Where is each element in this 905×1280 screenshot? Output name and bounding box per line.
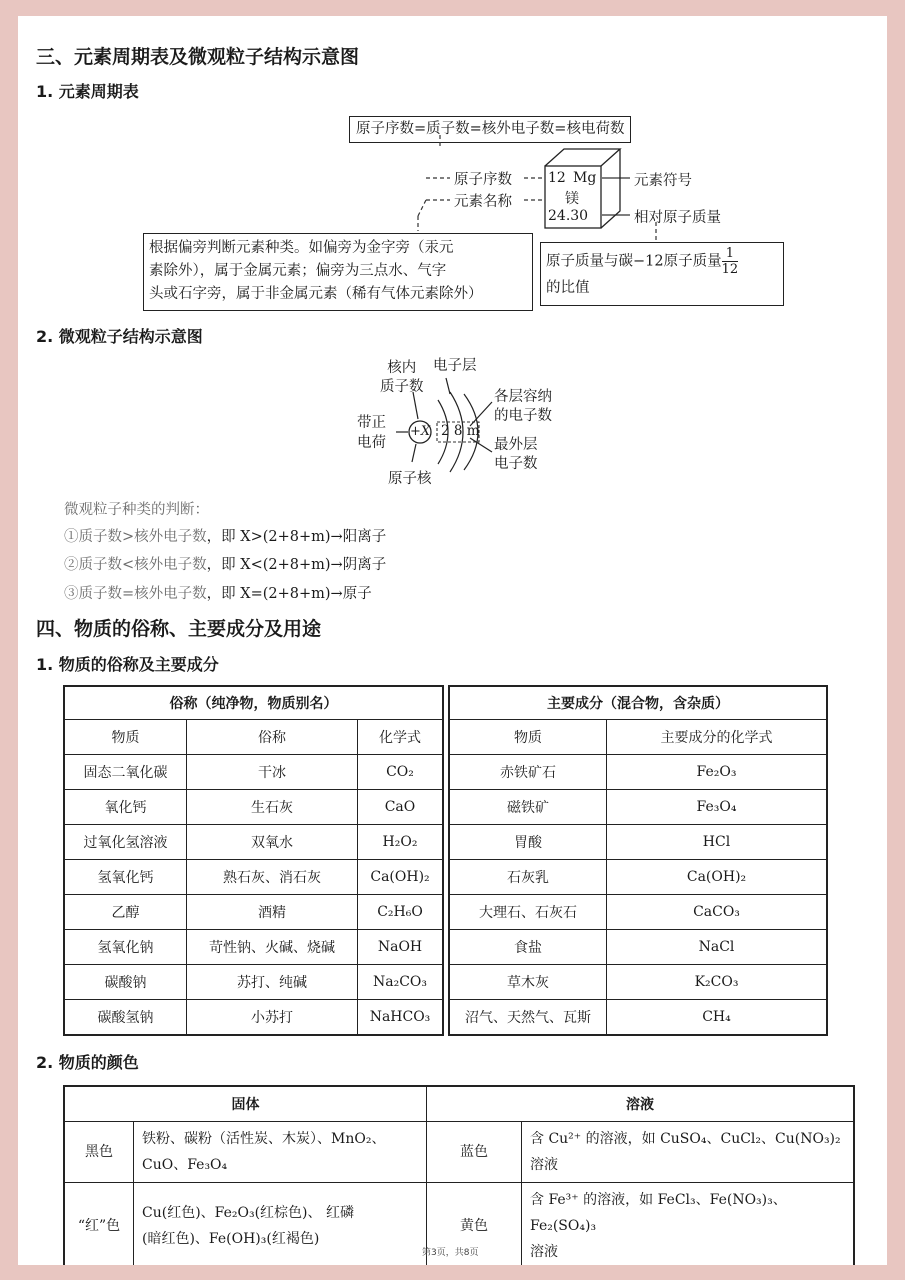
solution-cell	[522, 1183, 855, 1266]
table-row	[64, 930, 443, 965]
colors-table	[63, 1085, 855, 1265]
table-cell: 小苏打	[187, 1000, 358, 1036]
label-electron-shell: 电子层	[433, 358, 477, 374]
table-cell: NaHCO₃	[358, 1000, 444, 1036]
table-row	[449, 825, 827, 860]
table-cell: 乙醇	[64, 895, 187, 930]
table-cell: HCl	[607, 825, 828, 860]
label-outer-line: 最外层	[494, 437, 538, 453]
color-cell: 黄色	[427, 1183, 522, 1266]
color-cell: 蓝色	[427, 1122, 522, 1183]
table-cell: Na₂CO₃	[358, 965, 444, 1000]
table-cell: CaO	[358, 790, 444, 825]
solid-line: Cu(红色)、Fe₂O₃(红棕色)、 红磷	[142, 1205, 354, 1221]
table-row	[64, 965, 443, 1000]
label-charge-line: 电荷	[357, 435, 386, 451]
table-row	[64, 755, 443, 790]
section4-sub2-heading: 2. 物质的颜色	[36, 1053, 139, 1072]
table-cell: 胃酸	[449, 825, 607, 860]
table-cell: 食盐	[449, 930, 607, 965]
table-cell: CaCO₃	[607, 895, 828, 930]
cell-name: 镁	[565, 191, 579, 207]
judge-row-condition: ②质子数<核外电子数	[64, 557, 207, 573]
table-cell: 碳酸钠	[64, 965, 187, 1000]
table-header-row	[64, 1086, 854, 1122]
solution-cell	[522, 1122, 855, 1183]
note-right-line2: 的比值	[546, 280, 590, 296]
label-atomic-number: 原子序数	[454, 172, 512, 188]
section3-sub1-heading: 1. 元素周期表	[36, 82, 139, 101]
table-row	[64, 860, 443, 895]
table-header-row	[64, 720, 443, 755]
table-caption-row	[64, 686, 443, 720]
judge-row-1	[64, 525, 386, 546]
table-row	[449, 790, 827, 825]
outer-pointer	[470, 438, 492, 452]
table-row	[64, 1000, 443, 1036]
table-cell: 苛性钠、火碱、烧碱	[187, 930, 358, 965]
cell-number: 12	[548, 170, 566, 186]
column-header: 俗称	[187, 720, 358, 755]
table-cell: 固态二氧化碳	[64, 755, 187, 790]
table-cell: 过氧化氢溶液	[64, 825, 187, 860]
column-header: 物质	[64, 720, 187, 755]
table-cell: Ca(OH)₂	[358, 860, 444, 895]
table-cell: CH₄	[607, 1000, 828, 1036]
solid-line: (暗红色)、Fe(OH)₃(红褐色)	[142, 1231, 320, 1247]
label-outer-line: 电子数	[494, 456, 538, 472]
label-relative-mass: 相对原子质量	[634, 210, 721, 226]
label-nucleus: 原子核	[388, 471, 432, 487]
table-row	[449, 965, 827, 1000]
solid-line: CuO、Fe₃O₄	[142, 1157, 228, 1173]
section4-title: 四、物质的俗称、主要成分及用途	[36, 618, 322, 640]
table-caption-row	[449, 686, 827, 720]
section4-sub1-heading: 1. 物质的俗称及主要成分	[36, 655, 219, 674]
label-proton-count	[380, 359, 424, 397]
common-names-table	[63, 685, 444, 1036]
table-cell: CO₂	[358, 755, 444, 790]
note-left-line: 根据偏旁判断元素种类。如偏旁为金字旁（汞元	[149, 240, 454, 256]
fraction-numerator: 1	[722, 246, 739, 262]
label-shell-capacity	[494, 388, 552, 426]
color-cell: “红”色	[64, 1183, 134, 1266]
table-cell: NaOH	[358, 930, 444, 965]
table-cell: 氢氧化钙	[64, 860, 187, 895]
judge-row-2	[64, 553, 386, 574]
table-row	[449, 860, 827, 895]
table-cell: 双氧水	[187, 825, 358, 860]
table-cell: 氧化钙	[64, 790, 187, 825]
page-footer: 第3页，共8页	[422, 1248, 479, 1258]
solution-line: 溶液	[530, 1157, 558, 1173]
note-left-line: 头或石字旁，属于非金属元素（稀有气体元素除外）	[149, 286, 483, 302]
table-cell: 草木灰	[449, 965, 607, 1000]
label-element-symbol: 元素符号	[634, 173, 692, 189]
solution-line: 溶液	[530, 1244, 558, 1260]
label-element-name: 元素名称	[454, 194, 512, 210]
cell-symbol: Mg	[573, 170, 597, 186]
table-cell: K₂CO₃	[607, 965, 828, 1000]
label-proton-line: 质子数	[380, 379, 424, 395]
formula-text: 原子序数=质子数=核外电子数=核电荷数	[356, 121, 625, 137]
table-cell: Fe₂O₃	[607, 755, 828, 790]
solution-line: 含 Fe³⁺ 的溶液，如 FeCl₃、Fe(NO₃)₃、Fe₂(SO₄)₃	[530, 1192, 787, 1234]
solution-line: 含 Cu²⁺ 的溶液，如 CuSO₄、CuCl₂、Cu(NO₃)₂	[530, 1131, 841, 1147]
table-cell: 石灰乳	[449, 860, 607, 895]
table-row	[449, 930, 827, 965]
solid-cell	[134, 1122, 427, 1183]
table-cell: 苏打、纯碱	[187, 965, 358, 1000]
column-header: 主要成分的化学式	[607, 720, 828, 755]
label-positive-charge	[357, 413, 386, 453]
table-caption: 主要成分（混合物，含杂质）	[449, 686, 827, 720]
table-row	[64, 790, 443, 825]
judge-row-result: ，即 X<(2+8+m)→阴离子	[206, 557, 387, 573]
judge-row-3	[64, 582, 372, 603]
label-charge-line: 带正	[357, 415, 386, 431]
note-right-line1: 原子质量与碳−12原子质量	[546, 253, 722, 270]
judge-title: 微观粒子种类的判断：	[64, 502, 209, 518]
label-proton-line: 核内	[387, 360, 417, 376]
table-cell: Fe₃O₄	[607, 790, 828, 825]
label-outer-electrons	[494, 436, 538, 474]
judge-row-result: ，即 X>(2+8+m)→阳离子	[206, 529, 387, 545]
table-cell: 大理石、石灰石	[449, 895, 607, 930]
table-cell: 熟石灰、消石灰	[187, 860, 358, 895]
label-capacity-line: 各层容纳	[494, 389, 552, 405]
nucleus-pointer	[412, 444, 416, 462]
note-left-line: 素除外），属于金属元素；偏旁为三点水、气字	[149, 263, 447, 279]
table-header-row	[449, 720, 827, 755]
table-cell: 碳酸氢钠	[64, 1000, 187, 1036]
label-capacity-line: 的电子数	[494, 408, 552, 424]
solid-cell	[134, 1183, 427, 1266]
table-row	[449, 1000, 827, 1036]
cell-mass: 24.30	[548, 208, 589, 224]
column-header-solution: 溶液	[427, 1086, 855, 1122]
table-cell: C₂H₆O	[358, 895, 444, 930]
solid-line: 铁粉、碳粉（活性炭、木炭）、MnO₂、	[142, 1131, 386, 1147]
nucleus-text: +X	[410, 424, 431, 439]
main-components-table	[448, 685, 828, 1036]
section3-title: 三、元素周期表及微观粒子结构示意图	[36, 46, 360, 68]
table-cell: 赤铁矿石	[449, 755, 607, 790]
table-cell: 酒精	[187, 895, 358, 930]
section3-sub2-heading: 2. 微观粒子结构示意图	[36, 327, 203, 346]
color-cell: 黑色	[64, 1122, 134, 1183]
shell-values: 2 8 m	[441, 423, 480, 439]
table-caption: 俗称（纯净物，物质别名）	[64, 686, 443, 720]
table-cell: 氢氧化钠	[64, 930, 187, 965]
page	[18, 16, 887, 1265]
judge-row-condition: ①质子数>核外电子数	[64, 529, 207, 545]
table-row	[64, 895, 443, 930]
table-row	[449, 895, 827, 930]
judge-row-result: ，即 X=(2+8+m)→原子	[206, 586, 372, 602]
judge-row-condition: ③质子数=核外电子数	[64, 586, 207, 602]
table-cell: 干冰	[187, 755, 358, 790]
table-row	[64, 825, 443, 860]
table-cell: 生石灰	[187, 790, 358, 825]
table-cell: H₂O₂	[358, 825, 444, 860]
shell-pointer	[446, 378, 450, 394]
column-header: 化学式	[358, 720, 444, 755]
column-header: 物质	[449, 720, 607, 755]
table-cell: Ca(OH)₂	[607, 860, 828, 895]
fraction-denominator: 12	[721, 262, 739, 277]
table-cell: NaCl	[607, 930, 828, 965]
table-row	[449, 755, 827, 790]
table-cell: 磁铁矿	[449, 790, 607, 825]
column-header-solid: 固体	[64, 1086, 427, 1122]
table-row	[64, 1122, 854, 1183]
table-cell: 沼气、天然气、瓦斯	[449, 1000, 607, 1036]
